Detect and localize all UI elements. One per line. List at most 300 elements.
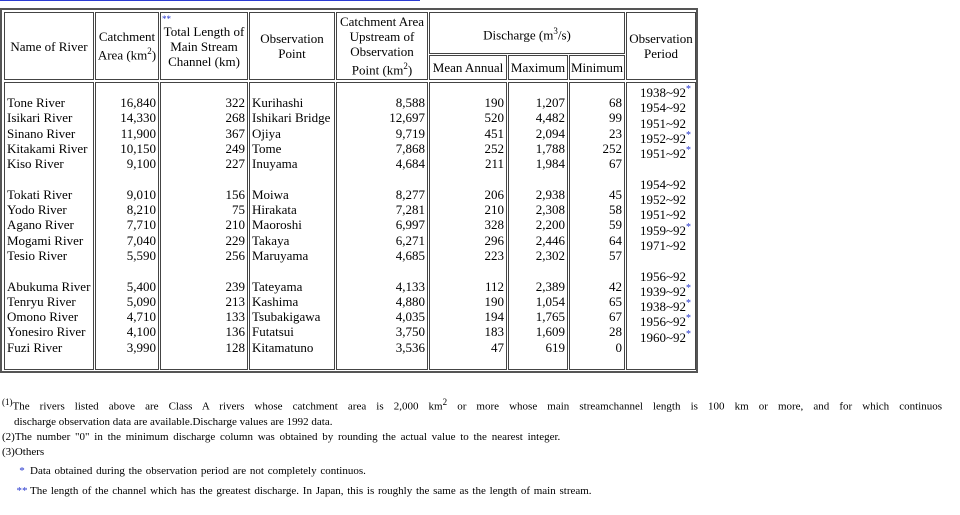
cell-point-text: Inuyama <box>252 156 298 172</box>
cell-area <box>96 294 158 309</box>
cell-min-text: 67 <box>609 156 622 172</box>
cell-point-text: Kurihashi <box>252 95 304 110</box>
cell-area <box>96 202 158 217</box>
cell-mean <box>430 294 506 309</box>
cell-mean <box>430 279 506 294</box>
cell-length <box>161 202 247 217</box>
cell-name <box>5 309 93 324</box>
cell-min-text: 58 <box>609 202 622 218</box>
cell-min <box>570 156 624 171</box>
cell-min <box>570 141 624 156</box>
note-1-cont: discharge observation data are available.Discharge values are 1992 data. <box>14 415 333 428</box>
cell-point-text: Tsubakigawa <box>252 309 321 325</box>
note-dblstar-mark: ** <box>16 484 28 497</box>
cell-length <box>161 217 247 232</box>
note-dblstar <box>2 484 942 499</box>
header-name-text: Name of River <box>10 38 88 54</box>
cell-name <box>5 156 93 171</box>
cell-area <box>96 309 158 324</box>
cell-length <box>161 309 247 324</box>
cell-area <box>96 156 158 171</box>
group-gap <box>161 263 247 278</box>
header-length-l3: Channel (km) <box>168 53 240 69</box>
cell-mean-text: 47 <box>491 339 504 355</box>
cell-mean <box>430 126 506 141</box>
cell-area-text: 16,840 <box>120 95 156 110</box>
header-discharge-sup: 3 <box>553 25 558 36</box>
cell-area <box>96 340 158 355</box>
cell-max-text: 1,609 <box>535 324 565 340</box>
header-catch-upstream <box>336 12 428 80</box>
cell-point <box>250 248 334 263</box>
cell-period <box>627 299 695 314</box>
cell-name-text: Tenryu River <box>7 293 76 309</box>
cell-upstream-text: 7,281 <box>395 202 425 218</box>
cell-upstream <box>337 309 427 324</box>
cell-length <box>161 95 247 110</box>
cell-point <box>250 141 334 156</box>
cell-upstream-text: 9,719 <box>395 125 425 141</box>
cell-min-text: 252 <box>602 140 622 156</box>
header-period-l1: Observation <box>629 31 693 46</box>
cell-length-text: 156 <box>225 186 245 202</box>
cell-point <box>250 95 334 110</box>
note-star-text: Data obtained during the observation period are not completely continuos. <box>30 464 366 477</box>
group-gap <box>509 171 567 186</box>
header-catchment-sup: 2 <box>147 46 152 57</box>
cell-period <box>627 269 695 284</box>
cell-mean <box>430 95 506 110</box>
cell-mean <box>430 324 506 339</box>
top-title-fragment <box>0 0 420 4</box>
group-gap <box>570 171 624 186</box>
cell-upstream-text: 8,277 <box>395 186 425 202</box>
header-up-sup: 2 <box>403 61 408 72</box>
header-discharge-text: Discharge (m <box>483 27 554 43</box>
cell-area-text: 9,100 <box>126 156 156 172</box>
incomplete-data-mark: * <box>686 129 691 141</box>
header-obs-point-l2: Point <box>278 46 306 61</box>
cell-mean-text: 190 <box>484 293 504 309</box>
cell-area-text: 14,330 <box>120 110 156 126</box>
cell-max-text: 4,482 <box>535 110 565 126</box>
col-max <box>508 82 568 370</box>
cell-length-text: 229 <box>225 232 245 248</box>
incomplete-data-mark: * <box>686 84 691 95</box>
cell-mean-text: 206 <box>484 186 504 202</box>
cell-max-text: 2,308 <box>535 202 565 218</box>
cell-length-text: 136 <box>225 324 245 340</box>
cell-length <box>161 248 247 263</box>
cell-max-text: 2,094 <box>535 125 565 141</box>
cell-mean <box>430 217 506 232</box>
cell-period <box>627 146 695 161</box>
cell-point-text: Ojiya <box>252 125 281 141</box>
cell-area <box>96 279 158 294</box>
header-catchment-l1: Catchment <box>98 29 156 45</box>
length-footnote-mark: ** <box>162 14 171 24</box>
cell-upstream-text: 12,697 <box>389 110 425 126</box>
cell-upstream <box>337 294 427 309</box>
note-1-text-b: or more whose main streamchannel length is 100 km or more, and for which continuos <box>447 400 942 413</box>
cell-point <box>250 217 334 232</box>
group-gap <box>96 171 158 186</box>
cell-period <box>627 85 695 100</box>
cell-mean <box>430 187 506 202</box>
cell-max-text: 619 <box>545 339 565 355</box>
cell-length <box>161 156 247 171</box>
note-1 <box>2 395 942 415</box>
cell-max <box>509 95 567 110</box>
cell-name <box>5 248 93 263</box>
header-catchment-close: ) <box>151 47 157 63</box>
cell-area <box>96 324 158 339</box>
cell-period-text: 1951~92 <box>639 146 686 162</box>
cell-period <box>627 131 695 146</box>
header-discharge <box>429 12 625 54</box>
cell-max-text: 2,938 <box>535 186 565 202</box>
cell-upstream <box>337 141 427 156</box>
cell-name <box>5 324 93 339</box>
cell-area <box>96 126 158 141</box>
cell-length <box>161 340 247 355</box>
cell-max-text: 2,200 <box>535 217 565 233</box>
cell-upstream-text: 3,536 <box>395 339 425 355</box>
cell-point <box>250 156 334 171</box>
cell-length-text: 210 <box>225 217 245 233</box>
col-obs-point <box>249 82 335 370</box>
cell-max <box>509 294 567 309</box>
cell-length-text: 249 <box>225 140 245 156</box>
cell-area-text: 5,090 <box>126 293 156 309</box>
cell-min-text: 23 <box>609 125 622 141</box>
cell-length <box>161 279 247 294</box>
header-obs-point-l1: Observation <box>260 31 324 46</box>
col-name <box>4 82 94 370</box>
cell-area <box>96 95 158 110</box>
col-min <box>569 82 625 370</box>
cell-upstream-text: 3,750 <box>395 324 425 340</box>
cell-area-text: 5,590 <box>126 247 156 263</box>
cell-area-text: 9,010 <box>126 186 156 202</box>
note-3: (3)Others <box>2 445 45 458</box>
header-name <box>4 12 94 80</box>
group-gap <box>337 263 427 278</box>
cell-length-text: 367 <box>225 125 245 141</box>
cell-upstream <box>337 217 427 232</box>
cell-min-text: 57 <box>609 247 622 263</box>
cell-min-text: 65 <box>609 293 622 309</box>
cell-max <box>509 309 567 324</box>
header-period <box>626 12 696 80</box>
cell-period-text: 1971~92 <box>639 237 686 253</box>
header-up-l3: Observation <box>350 44 414 60</box>
cell-length <box>161 233 247 248</box>
cell-max <box>509 110 567 125</box>
cell-name <box>5 187 93 202</box>
cell-min <box>570 340 624 355</box>
cell-min <box>570 202 624 217</box>
cell-upstream-text: 4,035 <box>395 309 425 325</box>
cell-min-text: 42 <box>609 278 622 294</box>
cell-length-text: 133 <box>225 309 245 325</box>
col-period <box>626 82 696 370</box>
group-gap <box>5 171 93 186</box>
cell-name <box>5 95 93 110</box>
cell-area <box>96 187 158 202</box>
header-min-text: Minimum <box>570 60 623 75</box>
cell-point <box>250 294 334 309</box>
cell-mean-text: 112 <box>484 278 504 294</box>
cell-max-text: 1,207 <box>535 95 565 110</box>
cell-max-text: 1,788 <box>535 140 565 156</box>
cell-period-text: 1952~92 <box>639 192 686 208</box>
incomplete-data-mark: * <box>686 282 691 294</box>
incomplete-data-mark: * <box>686 328 691 340</box>
incomplete-data-mark: * <box>686 313 691 325</box>
cell-point <box>250 187 334 202</box>
cell-point-text: Takaya <box>252 232 290 248</box>
header-length <box>160 12 248 80</box>
cell-length-text: 268 <box>225 110 245 126</box>
cell-mean-text: 190 <box>484 95 504 110</box>
cell-mean <box>430 248 506 263</box>
cell-max-text: 1,054 <box>535 293 565 309</box>
cell-period <box>627 177 695 192</box>
cell-area-text: 8,210 <box>126 202 156 218</box>
cell-mean <box>430 309 506 324</box>
cell-name <box>5 202 93 217</box>
cell-point-text: Tome <box>252 140 282 156</box>
cell-area <box>96 141 158 156</box>
cell-length-text: 256 <box>225 247 245 263</box>
header-up-close: ) <box>407 62 413 78</box>
cell-point-text: Moiwa <box>252 186 289 202</box>
cell-point-text: Maruyama <box>252 247 309 263</box>
cell-min <box>570 95 624 110</box>
header-up-l1: Catchment Area <box>339 14 425 30</box>
cell-area-text: 10,150 <box>120 140 156 156</box>
cell-upstream <box>337 233 427 248</box>
cell-max <box>509 324 567 339</box>
cell-mean <box>430 141 506 156</box>
cell-max-text: 2,446 <box>535 232 565 248</box>
cell-min <box>570 279 624 294</box>
header-max <box>508 55 568 80</box>
cell-area-text: 7,040 <box>126 232 156 248</box>
cell-upstream <box>337 340 427 355</box>
col-upstream <box>336 82 428 370</box>
cell-upstream-text: 4,880 <box>395 293 425 309</box>
cell-name-text: Omono River <box>7 309 79 325</box>
cell-point <box>250 126 334 141</box>
cell-point <box>250 324 334 339</box>
cell-max-text: 1,984 <box>535 156 565 172</box>
note-dblstar-text: The length of the channel which has the greatest discharge. In Japan, this is roughly the same as the length of main stream. <box>30 484 592 497</box>
header-up-l4: Point (km <box>351 62 404 78</box>
footnotes <box>2 395 942 499</box>
cell-mean <box>430 110 506 125</box>
cell-upstream-text: 6,271 <box>395 232 425 248</box>
cell-area <box>96 110 158 125</box>
cell-point-text: Maoroshi <box>252 217 302 233</box>
cell-period-text: 1951~92 <box>639 115 686 131</box>
cell-point <box>250 233 334 248</box>
cell-period-text: 1959~92 <box>639 222 686 238</box>
cell-upstream <box>337 202 427 217</box>
group-gap <box>96 263 158 278</box>
cell-period-text: 1954~92 <box>639 100 686 116</box>
cell-name <box>5 340 93 355</box>
header-mean <box>429 55 507 80</box>
cell-length <box>161 141 247 156</box>
cell-max <box>509 279 567 294</box>
cell-min-text: 0 <box>615 339 622 355</box>
cell-min <box>570 294 624 309</box>
cell-period-text: 1954~92 <box>639 176 686 192</box>
cell-min <box>570 248 624 263</box>
cell-area-text: 7,710 <box>126 217 156 233</box>
cell-upstream <box>337 187 427 202</box>
cell-name-text: Abukuma River <box>7 278 91 294</box>
cell-name <box>5 110 93 125</box>
cell-min <box>570 126 624 141</box>
cell-upstream-text: 6,997 <box>395 217 425 233</box>
cell-name <box>5 294 93 309</box>
cell-length-text: 213 <box>225 293 245 309</box>
cell-name-text: Kiso River <box>7 156 64 172</box>
cell-min <box>570 309 624 324</box>
cell-period-text: 1956~92 <box>639 314 686 330</box>
cell-area-text: 4,100 <box>126 324 156 340</box>
header-catchment <box>95 12 159 80</box>
cell-length <box>161 294 247 309</box>
cell-upstream-text: 8,588 <box>395 95 425 110</box>
cell-area-text: 3,990 <box>126 339 156 355</box>
group-gap <box>337 171 427 186</box>
group-gap <box>627 253 695 268</box>
cell-min-text: 68 <box>609 95 622 110</box>
col-catchment <box>95 82 159 370</box>
cell-upstream-text: 7,868 <box>395 140 425 156</box>
cell-period <box>627 330 695 345</box>
group-gap <box>161 171 247 186</box>
cell-mean-text: 194 <box>484 309 504 325</box>
cell-area <box>96 233 158 248</box>
cell-min <box>570 110 624 125</box>
cell-period-text: 1960~92 <box>639 329 686 345</box>
cell-point-text: Tateyama <box>252 278 303 294</box>
cell-upstream-text: 4,684 <box>395 156 425 172</box>
cell-length-text: 239 <box>225 278 245 294</box>
cell-name <box>5 141 93 156</box>
cell-max <box>509 126 567 141</box>
cell-name-text: Fuzi River <box>7 339 63 355</box>
cell-period <box>627 284 695 299</box>
cell-max <box>509 187 567 202</box>
header-max-text: Maximum <box>510 60 566 75</box>
cell-min-text: 67 <box>609 309 622 325</box>
cell-max <box>509 340 567 355</box>
cell-point <box>250 279 334 294</box>
cell-period <box>627 100 695 115</box>
cell-area-text: 4,710 <box>126 309 156 325</box>
cell-length-text: 227 <box>225 156 245 172</box>
cell-name-text: Tokati River <box>7 186 73 202</box>
cell-min-text: 28 <box>609 324 622 340</box>
cell-length <box>161 126 247 141</box>
cell-point-text: Kitamatuno <box>252 339 314 355</box>
cell-upstream <box>337 95 427 110</box>
cell-period <box>627 314 695 329</box>
group-gap <box>250 171 334 186</box>
cell-point-text: Hirakata <box>252 202 297 218</box>
group-gap <box>430 171 506 186</box>
cell-upstream-text: 4,133 <box>395 278 425 294</box>
note-star-mark: * <box>19 464 25 477</box>
incomplete-data-mark: * <box>686 221 691 233</box>
cell-upstream <box>337 126 427 141</box>
col-mean <box>429 82 507 370</box>
cell-name-text: Kitakami River <box>7 140 88 156</box>
cell-area-text: 11,900 <box>120 125 156 141</box>
cell-period <box>627 238 695 253</box>
cell-name <box>5 126 93 141</box>
cell-length <box>161 324 247 339</box>
cell-min <box>570 217 624 232</box>
cell-period-text: 1938~92 <box>639 299 686 315</box>
incomplete-data-mark: * <box>686 145 691 157</box>
cell-mean-text: 520 <box>484 110 504 126</box>
note-1-sup: 2 <box>442 397 448 407</box>
cell-max-text: 2,389 <box>535 278 565 294</box>
header-length-l1: Total Length of <box>163 23 245 39</box>
cell-max <box>509 233 567 248</box>
cell-max <box>509 202 567 217</box>
cell-period-text: 1952~92 <box>639 130 686 146</box>
incomplete-data-mark: * <box>686 298 691 310</box>
cell-name <box>5 279 93 294</box>
note-1-mark: (1) <box>2 397 13 407</box>
header-discharge-unit: /s) <box>557 27 571 43</box>
header-period-l2: Period <box>644 46 678 61</box>
cell-name-text: Sinano River <box>7 125 76 141</box>
cell-period-text: 1939~92 <box>639 283 686 299</box>
cell-mean <box>430 233 506 248</box>
cell-name-text: Tesio River <box>7 247 68 263</box>
group-gap <box>430 263 506 278</box>
group-gap <box>627 161 695 176</box>
cell-point <box>250 309 334 324</box>
cell-point <box>250 110 334 125</box>
cell-point <box>250 202 334 217</box>
cell-mean-text: 223 <box>484 247 504 263</box>
cell-point <box>250 340 334 355</box>
cell-min <box>570 233 624 248</box>
cell-max-text: 1,765 <box>535 309 565 325</box>
cell-min-text: 45 <box>609 186 622 202</box>
cell-max <box>509 141 567 156</box>
header-obs-point <box>249 12 335 80</box>
cell-min-text: 59 <box>609 217 622 233</box>
cell-upstream-text: 4,685 <box>395 247 425 263</box>
cell-point-text: Ishikari Bridge <box>252 110 331 126</box>
cell-mean-text: 252 <box>484 140 504 156</box>
cell-min-text: 99 <box>609 110 622 126</box>
cell-name-text: Agano River <box>7 217 74 233</box>
note-star <box>2 464 942 479</box>
cell-max-text: 2,302 <box>535 247 565 263</box>
